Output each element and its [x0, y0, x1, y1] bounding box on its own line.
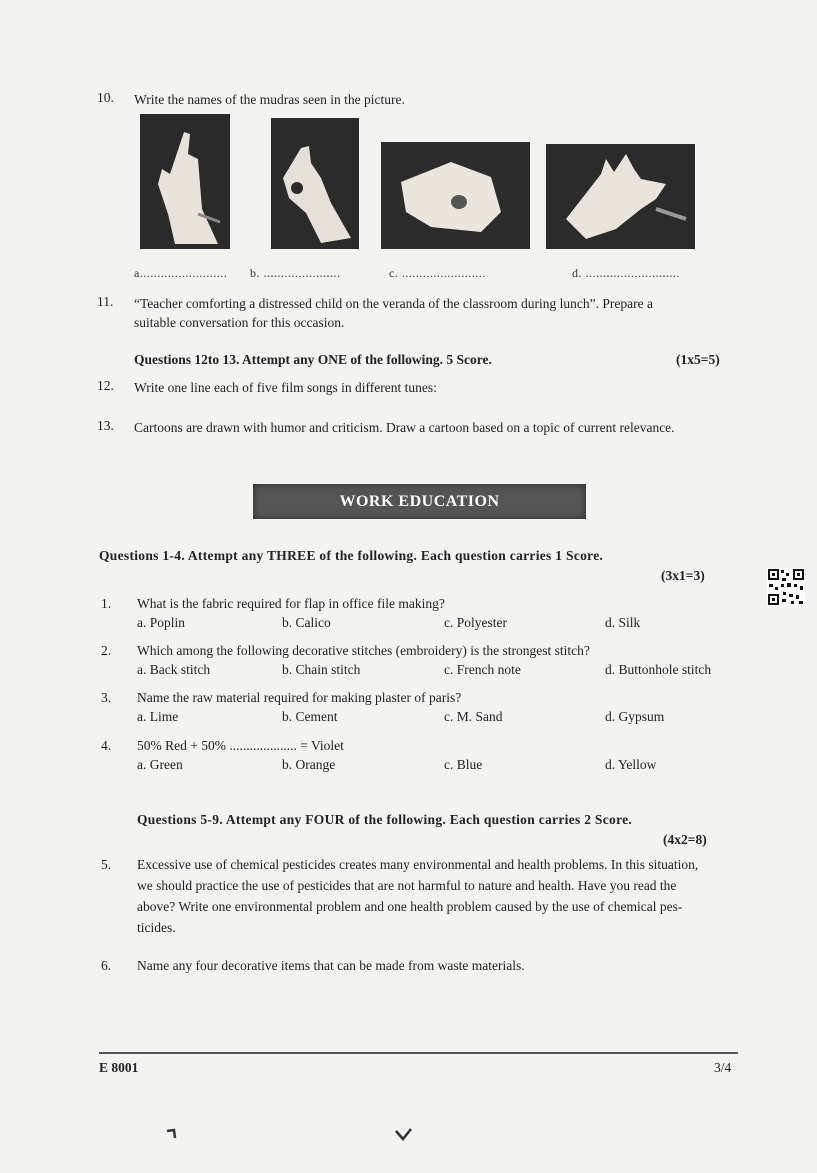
question-5-line2: we should practice the use of pesticides that are not harmful to nature and health. Have you read the [137, 878, 677, 893]
section-12-13-heading: Questions 12to 13. Attempt any ONE of the following. 5 Score. [134, 352, 492, 367]
question-6-text: Name any four decorative items that can be made from waste materials. [137, 958, 525, 973]
mcq-4-option-c[interactable]: c. Blue [444, 757, 483, 772]
scan-mark-left-icon [166, 1128, 180, 1140]
answer-blank-b[interactable]: b. ...................... [250, 266, 341, 280]
footer-page-number: 3/4 [714, 1060, 732, 1075]
mcq-2-number: 2. [101, 643, 112, 658]
mcq-4-option-a[interactable]: a. Green [137, 757, 183, 772]
mudra-photo-d [546, 144, 695, 249]
question-12-text: Write one line each of five film songs in different tunes: [134, 380, 437, 395]
mcq-4-option-b[interactable]: b. Orange [282, 757, 336, 772]
mcq-1-option-a[interactable]: a. Poplin [137, 615, 186, 630]
mudra-photo-c [381, 142, 530, 249]
section-5-9-score: (4x2=8) [663, 832, 707, 847]
mcq-4-option-d[interactable]: d. Yellow [605, 757, 657, 772]
question-11-line1: “Teacher comforting a distressed child on the veranda of the classroom during lunch”. Prepare a [134, 296, 653, 311]
mcq-2-text: Which among the following decorative stitches (embroidery) is the strongest stitch? [137, 643, 590, 658]
mcq-3-option-b[interactable]: b. Cement [282, 709, 338, 724]
question-6-number: 6. [101, 958, 112, 973]
question-10-text: Write the names of the mudras seen in the picture. [134, 92, 405, 107]
question-11-number: 11. [97, 294, 114, 309]
question-11-line2: suitable conversation for this occasion. [134, 315, 345, 330]
qr-code-icon [767, 568, 805, 606]
mudra-photo-b [271, 118, 359, 249]
mcq-3-number: 3. [101, 690, 112, 705]
mcq-2-option-d[interactable]: d. Buttonhole stitch [605, 662, 712, 677]
mcq-4-number: 4. [101, 738, 112, 753]
mcq-4-text: 50% Red + 50% .................... = Violet [137, 738, 344, 753]
question-5-number: 5. [101, 857, 112, 872]
work-education-banner: WORK EDUCATION [253, 484, 586, 519]
question-10-number: 10. [97, 90, 114, 105]
section-1-4-score: (3x1=3) [661, 568, 705, 583]
mcq-2-option-a[interactable]: a. Back stitch [137, 662, 211, 677]
question-13-number: 13. [97, 418, 114, 433]
mcq-1-text: What is the fabric required for flap in office file making? [137, 596, 445, 611]
mcq-3-option-a[interactable]: a. Lime [137, 709, 179, 724]
answer-blank-c[interactable]: c. ........................ [389, 266, 486, 280]
mcq-3-option-d[interactable]: d. Gypsum [605, 709, 665, 724]
scan-mark-center-icon [395, 1128, 413, 1142]
mcq-1-option-c[interactable]: c. Polyester [444, 615, 507, 630]
mcq-1-option-b[interactable]: b. Calico [282, 615, 331, 630]
section-5-9-heading: Questions 5-9. Attempt any FOUR of the following. Each question carries 2 Score. [137, 812, 633, 827]
section-1-4-heading: Questions 1-4. Attempt any THREE of the following. Each question carries 1 Score. [99, 548, 604, 563]
question-13-text: Cartoons are drawn with humor and criticism. Draw a cartoon based on a topic of current relevance. [134, 420, 675, 435]
footer-exam-code: E 8001 [99, 1060, 139, 1075]
mudra-photo-a [140, 114, 230, 249]
section-12-13-score: (1x5=5) [676, 352, 720, 367]
question-12-number: 12. [97, 378, 114, 393]
mcq-2-option-b[interactable]: b. Chain stitch [282, 662, 361, 677]
question-5-line1: Excessive use of chemical pesticides creates many environmental and health problems. In this situation, [137, 857, 699, 872]
question-5-line3: above? Write one environmental problem and one health problem caused by the use of chemical pes- [137, 899, 683, 914]
answer-blank-d[interactable]: d. ........................... [572, 266, 680, 280]
mcq-2-option-c[interactable]: c. French note [444, 662, 521, 677]
mcq-3-option-c[interactable]: c. M. Sand [444, 709, 503, 724]
mcq-3-text: Name the raw material required for making plaster of paris? [137, 690, 462, 705]
answer-blank-a[interactable]: a......................... [134, 266, 228, 280]
mcq-1-number: 1. [101, 596, 112, 611]
footer-rule [99, 1052, 738, 1054]
mcq-1-option-d[interactable]: d. Silk [605, 615, 641, 630]
question-5-line4: ticides. [137, 920, 176, 935]
